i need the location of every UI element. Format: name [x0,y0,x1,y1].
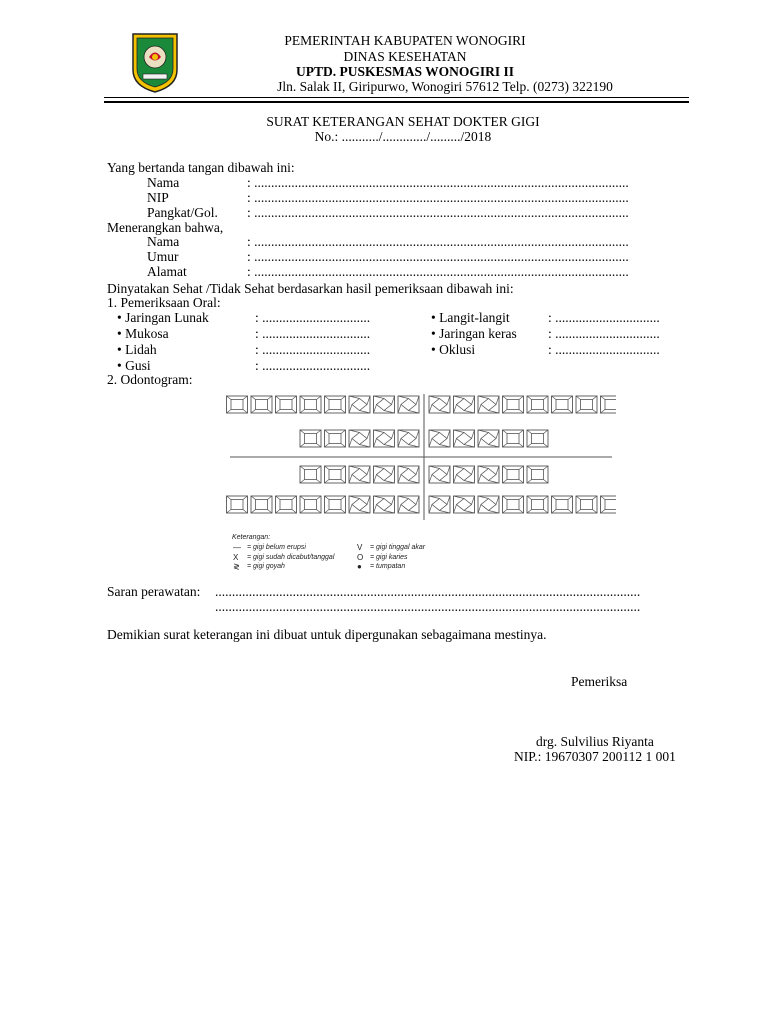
oral-palate-field[interactable]: : ............................... [548,310,660,325]
tooth-box[interactable] [552,496,573,513]
header-address: Jln. Salak II, Giripurwo, Wonogiri 57612 Telp. (0273) 322190 [277,79,613,94]
section-oral-heading: 1. Pemeriksaan Oral: [107,295,221,310]
tooth-box[interactable] [454,430,475,447]
tooth-box[interactable] [478,496,499,513]
header-rule-thin [104,97,689,98]
tooth-box[interactable] [454,496,475,513]
signer-rank-label: Pangkat/Gol. [147,205,218,220]
signer-intro: Yang bertanda tangan dibawah ini: [107,160,295,175]
tooth-box[interactable] [398,430,419,447]
tooth-box[interactable] [398,496,419,513]
tooth-box[interactable] [398,396,419,413]
legend-text-caries: = gigi karies [370,554,408,561]
tooth-box[interactable] [429,496,450,513]
advice-field-line2[interactable]: .............................................................................................................................. [215,599,641,614]
tooth-box[interactable] [276,396,297,413]
oral-soft-tissue-label: • Jaringan Lunak [117,310,209,325]
tooth-box[interactable] [227,396,248,413]
legend-text-extracted: = gigi sudah dicabut/tanggal [247,554,335,561]
tooth-box[interactable] [576,396,597,413]
tooth-box[interactable] [503,430,524,447]
legend-symbol-extracted: X [233,553,239,562]
header-rule-thick [104,101,689,103]
signer-nip-field[interactable]: : ............................................................................................................... [247,190,629,205]
header-line3: UPTD. PUSKESMAS WONOGIRI II [295,64,515,79]
oral-gum-label: • Gusi [117,358,151,373]
tooth-box[interactable] [374,466,395,483]
tooth-box[interactable] [601,496,617,513]
tooth-box[interactable] [601,396,617,413]
document-number: No.: .........../............./........./2018 [314,129,492,144]
tooth-box[interactable] [429,396,450,413]
tooth-box[interactable] [503,396,524,413]
signer-name-label: Nama [147,175,180,190]
closing-statement: Demikian surat keterangan ini dibuat untuk dipergunakan sebagaimana mestinya. [107,627,547,642]
tooth-box[interactable] [527,466,548,483]
tooth-box[interactable] [527,430,548,447]
signer-nip-label: NIP [147,190,169,205]
tooth-box[interactable] [374,496,395,513]
legend-symbol-loose: ≷ [233,562,240,571]
tooth-box[interactable] [325,396,346,413]
tooth-box[interactable] [527,496,548,513]
tooth-box[interactable] [349,466,370,483]
tooth-box[interactable] [576,496,597,513]
tooth-box[interactable] [478,430,499,447]
tooth-box[interactable] [276,496,297,513]
oral-tongue-field[interactable]: : ................................ [255,342,371,357]
legend-text-loose: = gigi goyah [247,563,285,570]
subject-name-label: Nama [147,234,180,249]
legend-symbol-unerupted: — [233,543,241,552]
tooth-box[interactable] [527,396,548,413]
oral-tongue-label: • Lidah [117,342,157,357]
tooth-box[interactable] [325,466,346,483]
section-odontogram-heading: 2. Odontogram: [107,372,193,387]
tooth-box[interactable] [374,396,395,413]
tooth-box[interactable] [374,430,395,447]
oral-occlusion-field[interactable]: : ............................... [548,342,660,357]
signer-name-field[interactable]: : ............................................................................................................... [247,175,629,190]
tooth-box[interactable] [503,496,524,513]
legend-symbol-root: V [357,543,363,552]
signature-role: Pemeriksa [571,674,628,689]
tooth-box[interactable] [454,466,475,483]
oral-mucosa-field[interactable]: : ................................ [255,326,371,341]
legend-text-unerupted: = gigi belum erupsi [247,544,306,551]
subject-address-label: Alamat [147,264,187,279]
tooth-box[interactable] [503,466,524,483]
oral-hard-tissue-field[interactable]: : ............................... [548,326,660,341]
tooth-box[interactable] [300,496,321,513]
signature-name: drg. Sulvilius Riyanta [536,734,654,749]
tooth-box[interactable] [349,496,370,513]
oral-palate-label: • Langit-langit [431,310,510,325]
signer-rank-field[interactable]: : ............................................................................................................... [247,205,629,220]
tooth-box[interactable] [300,396,321,413]
tooth-box[interactable] [300,466,321,483]
tooth-box[interactable] [251,496,272,513]
legend-text-root: = gigi tinggal akar [370,544,426,551]
tooth-box[interactable] [325,496,346,513]
tooth-box[interactable] [429,466,450,483]
advice-field-line1[interactable]: .............................................................................................................................. [215,584,641,599]
tooth-box[interactable] [552,396,573,413]
tooth-box[interactable] [454,396,475,413]
oral-soft-tissue-field[interactable]: : ................................ [255,310,371,325]
subject-age-label: Umur [147,249,179,264]
declaration: Dinyatakan Sehat /Tidak Sehat berdasarkan hasil pemeriksaan dibawah ini: [107,281,514,296]
signature-nip: NIP.: 19670307 200112 1 001 [514,749,676,764]
oral-hard-tissue-label: • Jaringan keras [431,326,517,341]
tooth-box[interactable] [398,466,419,483]
oral-mucosa-label: • Mukosa [117,326,169,341]
tooth-box[interactable] [349,430,370,447]
odontogram-chart [226,392,616,522]
header-line1: PEMERINTAH KABUPATEN WONOGIRI [284,33,526,48]
tooth-box[interactable] [478,466,499,483]
tooth-box[interactable] [429,430,450,447]
oral-gum-field[interactable]: : ................................ [255,358,371,373]
subject-address-field[interactable]: : ............................................................................................................... [247,264,629,279]
advice-label: Saran perawatan: [107,584,201,599]
tooth-box[interactable] [251,396,272,413]
legend-symbol-filling: ● [357,562,362,571]
tooth-box[interactable] [300,430,321,447]
document-title: SURAT KETERANGAN SEHAT DOKTER GIGI [266,114,540,129]
tooth-box[interactable] [325,430,346,447]
subject-name-field[interactable]: : ............................................................................................................... [247,234,629,249]
legend-symbol-caries: O [357,553,364,562]
tooth-box[interactable] [349,396,370,413]
header-line2: DINAS KESEHATAN [343,49,467,64]
oral-occlusion-label: • Oklusi [431,342,476,357]
legend-title: Keterangan: [232,534,271,541]
subject-age-field[interactable]: : ............................................................................................................... [247,249,629,264]
tooth-box[interactable] [227,496,248,513]
tooth-box[interactable] [478,396,499,413]
legend-text-filling: = tumpatan [370,563,406,570]
subject-intro: Menerangkan bahwa, [107,220,224,235]
